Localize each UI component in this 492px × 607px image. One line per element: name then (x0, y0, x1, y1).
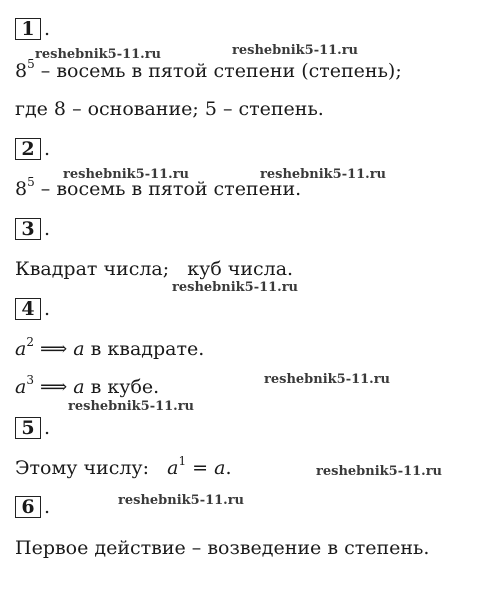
item-number-dot: . (44, 417, 51, 439)
text-line: где 8 – основание; 5 – степень. (15, 98, 324, 120)
item-number-5: 5 (15, 417, 41, 439)
text-line: $8^5$ – восемь в пятой степени (степень); (15, 57, 402, 82)
watermark: reshebnik5-11.ru (172, 280, 299, 295)
watermark: reshebnik5-11.ru (63, 167, 190, 182)
text-line: Первое действие – возведение в степень. (15, 537, 430, 559)
watermark: reshebnik5-11.ru (232, 43, 359, 58)
text-line: Этому числу: $a^1 = a$. (15, 454, 232, 479)
text-line: $a^2$ ⟹ a в квадрате. (15, 335, 205, 360)
item-number-3: 3 (15, 218, 41, 240)
item-number-dot: . (44, 218, 51, 240)
watermark: reshebnik5-11.ru (260, 167, 387, 182)
watermark: reshebnik5-11.ru (316, 464, 443, 479)
item-number-2: 2 (15, 138, 41, 160)
item-number-1: 1 (15, 18, 41, 40)
watermark: reshebnik5-11.ru (68, 399, 195, 414)
item-number-dot: . (44, 18, 51, 40)
watermark: reshebnik5-11.ru (264, 372, 391, 387)
watermark: reshebnik5-11.ru (118, 493, 245, 508)
item-number-dot: . (44, 496, 51, 518)
item-number-6: 6 (15, 496, 41, 518)
watermark: reshebnik5-11.ru (35, 47, 162, 62)
text-line: $8^5$ – восемь в пятой степени. (15, 175, 302, 200)
item-number-dot: . (44, 298, 51, 320)
item-number-4: 4 (15, 298, 41, 320)
item-number-dot: . (44, 138, 51, 160)
text-line: $a^3$ ⟹ a в кубе. (15, 373, 160, 398)
text-line: Квадрат числа; куб числа. (15, 258, 294, 280)
